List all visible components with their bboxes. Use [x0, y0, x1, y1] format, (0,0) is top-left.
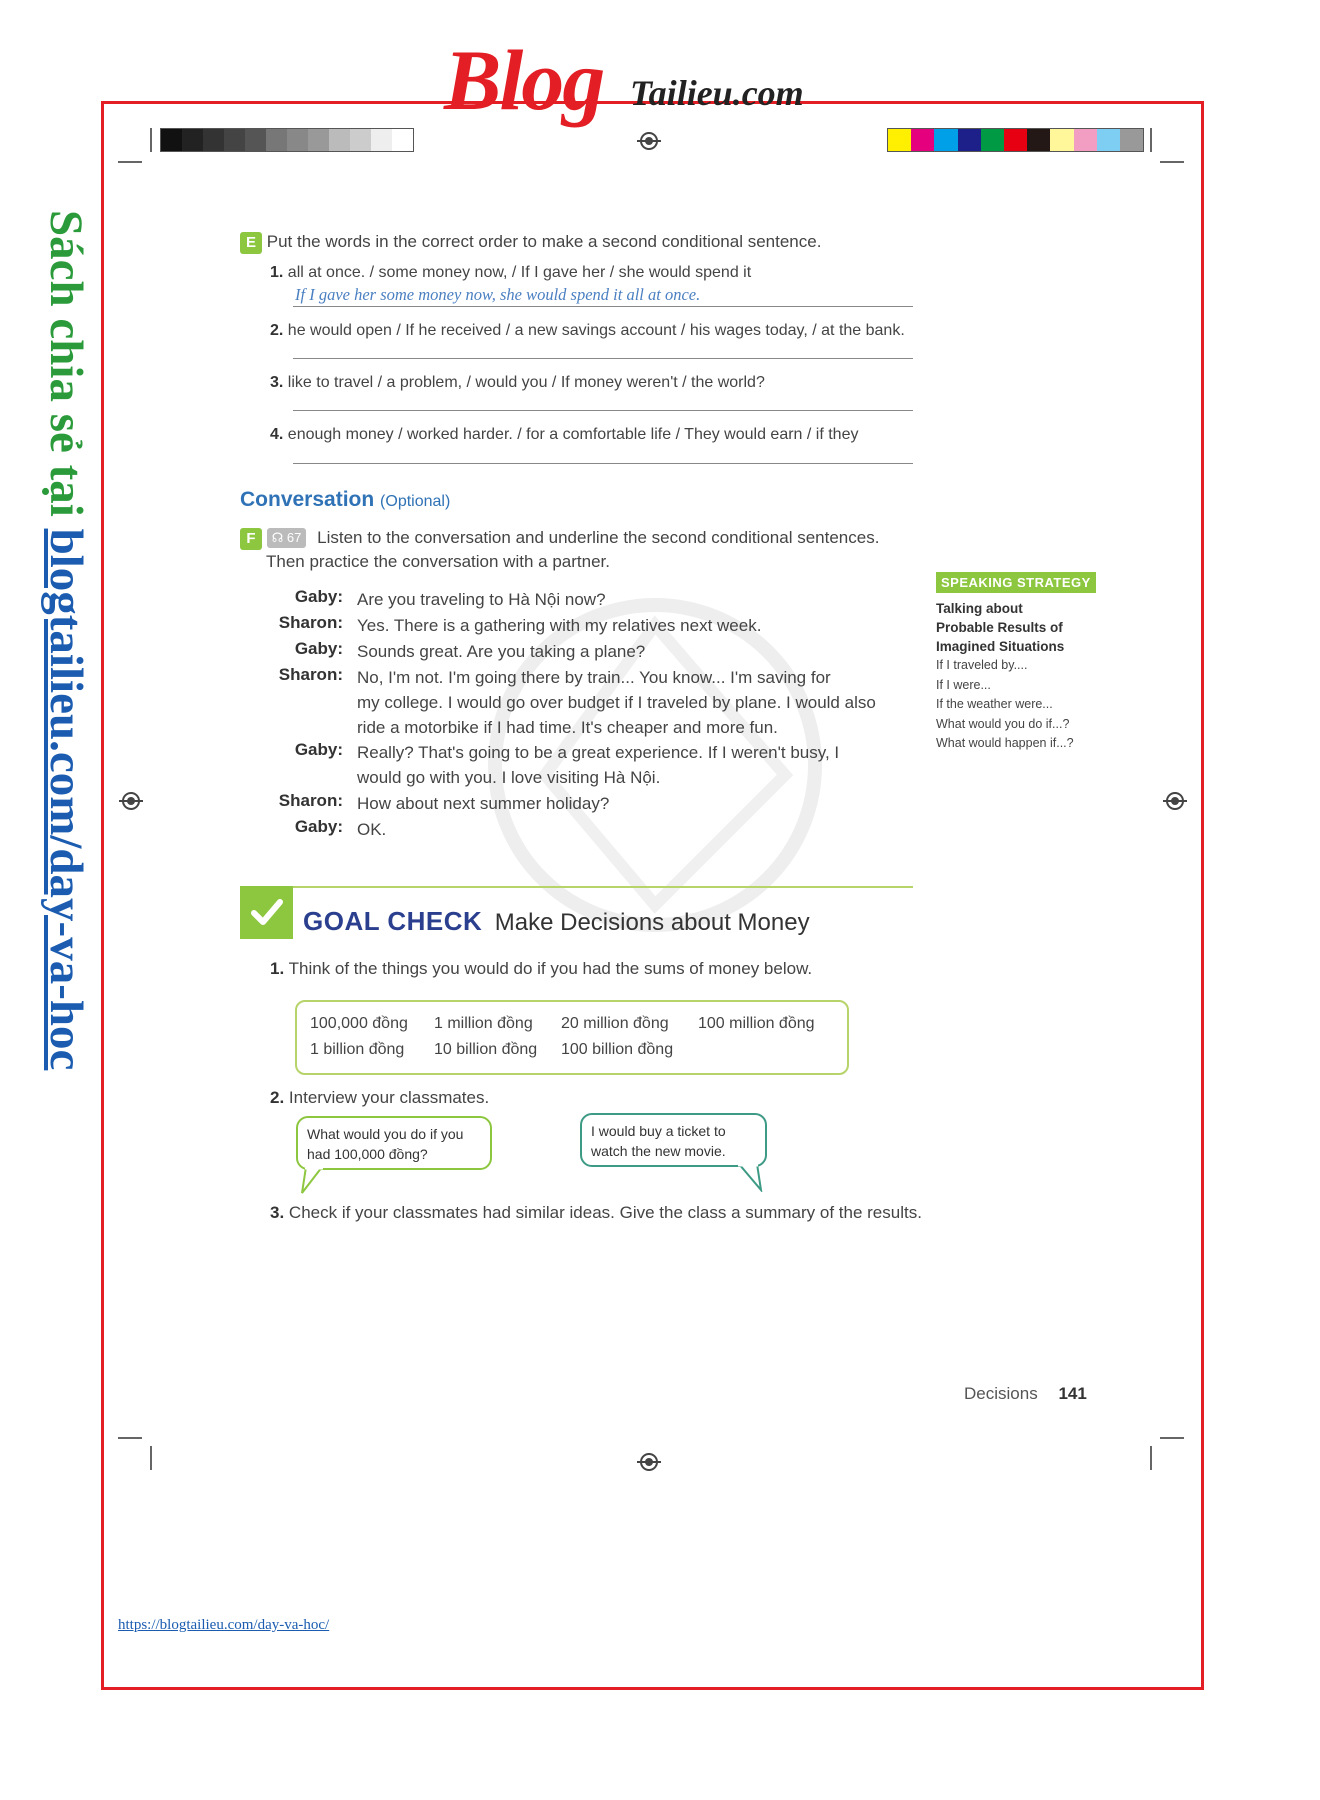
footer-url-link[interactable]: https://blogtailieu.com/day-va-hoc/	[118, 1617, 330, 1633]
side-link[interactable]: blogtailieu.com/day-va-hoc	[40, 528, 92, 1071]
bubble-tail-icon	[735, 1164, 765, 1192]
strategy-phrase: If I traveled by....	[936, 658, 1028, 672]
exercise-f-instruction-2: Then practice the conversation with a partner.	[266, 552, 610, 571]
money-sum: 100,000 đồng	[310, 1015, 408, 1032]
crop-mark	[150, 128, 152, 152]
dialogue-line: No, I'm not. I'm going there by train... You know... I'm saving for	[357, 668, 831, 687]
speaker-label: Sharon:	[278, 665, 343, 684]
dialogue-line: Sounds great. Are you taking a plane?	[357, 642, 646, 661]
item-number: 1.	[270, 264, 284, 281]
item-prompt: he would open / If he received / a new savings account / his wages today, / at the bank.	[287, 322, 905, 339]
exercise-f-instruction: Listen to the conversation and underline the second conditional sentences.	[317, 528, 880, 547]
speaker-label: Gaby:	[294, 817, 343, 836]
conversation-heading-row	[240, 488, 450, 512]
exercise-item	[270, 426, 930, 444]
audio-track-badge[interactable]	[267, 528, 307, 548]
blog-logo[interactable]	[444, 30, 844, 130]
strategy-phrase: If I were...	[936, 677, 991, 692]
conversation-heading: Conversation	[240, 488, 375, 511]
registration-mark	[1166, 792, 1184, 810]
speaking-strategy-title	[936, 599, 1096, 656]
money-sum: 20 million đồng	[561, 1015, 669, 1032]
speaker-label: Gaby:	[294, 740, 343, 759]
goal-check-title: Make Decisions about Money	[494, 909, 810, 936]
exercise-e-badge: E	[240, 232, 262, 254]
exercise-item	[270, 264, 930, 282]
exercise-f-instruction-row	[240, 528, 920, 550]
strategy-phrase: What would you do if...?	[936, 716, 1070, 731]
money-sum: 100 million đồng	[698, 1015, 815, 1032]
crop-mark	[118, 161, 142, 163]
page-number: 141	[1058, 1384, 1087, 1403]
registration-mark	[122, 792, 140, 810]
speaker-label: Sharon:	[278, 613, 343, 632]
item-prompt: enough money / worked harder. / for a comfortable life / They would earn / if they	[287, 426, 859, 443]
headphones-icon: ☊	[271, 530, 284, 545]
answer-line-2[interactable]	[295, 338, 915, 358]
dialogue-line: How about next summer holiday?	[357, 794, 610, 813]
crop-mark	[1160, 161, 1184, 163]
dialogue-line: Really? That's going to be a great experience. If I weren't busy, I	[357, 743, 840, 762]
answer-underline	[293, 358, 913, 359]
goal-item-3: 3. Check if your classmates had similar ideas. Give the class a summary of the results.	[270, 1203, 922, 1222]
strategy-title-line: Probable Results of	[936, 620, 1063, 635]
registration-mark	[640, 132, 658, 150]
question-speech-bubble: What would you do if you had 100,000 đồng?	[296, 1116, 492, 1170]
item-number: 2.	[270, 322, 284, 339]
goal-item-text: Interview your classmates.	[288, 1088, 490, 1107]
speaker-label: Gaby:	[294, 587, 343, 606]
speaking-strategy-tag: SPEAKING STRATEGY	[936, 572, 1096, 593]
crop-mark	[118, 1437, 142, 1439]
bubble-tail-icon	[300, 1167, 330, 1195]
item-prompt: all at once. / some money now, / If I gave her / she would spend it	[287, 264, 752, 281]
speaker-label: Sharon:	[278, 791, 343, 810]
strategy-phrase: What would happen if...?	[936, 736, 1074, 750]
exercise-e-instruction: Put the words in the correct order to make a second conditional sentence.	[266, 232, 822, 251]
side-watermark	[42, 210, 98, 1310]
answer-underline	[293, 463, 913, 464]
money-sum: 100 billion đồng	[561, 1041, 674, 1058]
answer-underline	[293, 410, 913, 411]
item-number: 3.	[270, 374, 284, 391]
money-sum: 1 million đồng	[434, 1015, 533, 1032]
money-sums-box	[295, 1000, 849, 1075]
answer-line-1[interactable]: If I gave her some money now, she would spend it all at once.	[295, 285, 701, 304]
strategy-phrase: If the weather were...	[936, 697, 1053, 711]
logo-blog-text: Blog	[444, 32, 604, 128]
crop-mark	[1160, 1437, 1184, 1439]
goal-item-text: Check if your classmates had similar ideas. Give the class a summary of the results.	[288, 1203, 922, 1222]
dialogue-line: ride a motorbike if I had time. It's cheaper and more fun.	[357, 718, 778, 737]
strategy-title-line: Imagined Situations	[936, 639, 1065, 654]
item-number: 4.	[270, 426, 284, 443]
goal-item-1: 1. Think of the things you would do if you had the sums of money below.	[270, 959, 813, 978]
checkmark-icon	[240, 886, 293, 939]
goal-check-rule	[293, 886, 913, 888]
answer-line-3[interactable]	[295, 390, 915, 410]
side-text-green: Sách chia sẻ tại	[40, 210, 92, 529]
track-number: 67	[286, 530, 302, 545]
grayscale-bar	[160, 128, 414, 152]
answer-speech-bubble: I would buy a ticket to watch the new movie.	[580, 1113, 767, 1167]
strategy-title-line: Talking about	[936, 601, 1023, 616]
dialogue-line: my college. I would go over budget if I traveled by plane. I would also	[357, 693, 876, 712]
logo-site-text: Tailieu.com	[630, 73, 804, 113]
money-sum: 10 billion đồng	[434, 1041, 538, 1058]
crop-mark	[1150, 128, 1152, 152]
dialogue-line: would go with you. I love visiting Hà Nội.	[357, 768, 661, 787]
goal-item-2: 2. Interview your classmates.	[270, 1088, 490, 1107]
strategy-phrases	[936, 656, 1096, 754]
item-prompt: like to travel / a problem, / would you / If money weren't / the world?	[287, 374, 765, 391]
crop-mark	[150, 1446, 152, 1470]
color-bar	[887, 128, 1144, 152]
goal-check-heading	[303, 906, 923, 937]
answer-underline	[293, 306, 913, 307]
dialogue-line: OK.	[357, 820, 387, 839]
exercise-f-badge: F	[240, 528, 262, 550]
exercise-e-instruction-row	[240, 232, 940, 254]
money-sum: 1 billion đồng	[310, 1041, 405, 1058]
speaking-strategy-box	[936, 572, 1096, 754]
registration-mark	[640, 1453, 658, 1471]
goal-check-label: GOAL CHECK	[303, 906, 483, 936]
crop-mark	[1150, 1446, 1152, 1470]
dialogue-line: Are you traveling to Hà Nội now?	[357, 590, 606, 609]
unit-name: Decisions	[964, 1384, 1038, 1403]
speaker-label: Gaby:	[294, 639, 343, 658]
dialogue-line: Yes. There is a gathering with my relatives next week.	[357, 616, 762, 635]
goal-item-text: Think of the things you would do if you had the sums of money below.	[288, 959, 813, 978]
optional-label: (Optional)	[380, 493, 451, 510]
page-footer	[964, 1384, 1087, 1404]
goal-check-badge	[240, 886, 293, 939]
answer-line-4[interactable]	[295, 443, 915, 463]
